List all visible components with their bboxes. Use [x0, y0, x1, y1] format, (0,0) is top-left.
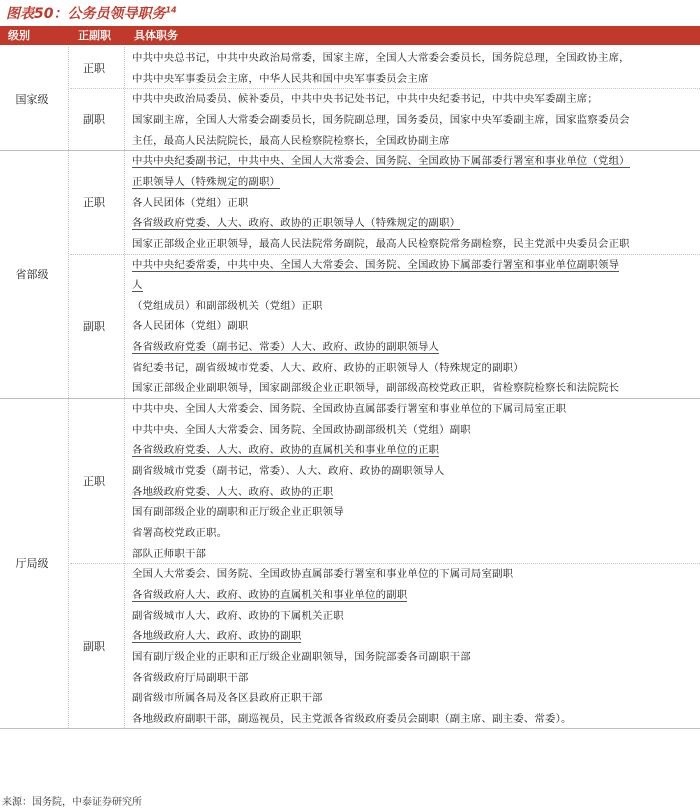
header-rank: 正副职: [78, 29, 111, 42]
position-text: 各地级政府党委、人大、政府、政协的正职: [132, 485, 334, 498]
header-level: 级别: [8, 29, 30, 42]
position-line: [132, 316, 698, 336]
position-line: [132, 172, 698, 192]
position-line: [132, 420, 698, 440]
rank-label: 副职: [83, 319, 105, 333]
level-label: 省部级: [15, 268, 49, 282]
position-line: [132, 110, 698, 130]
position-text: 国家正部级企业副职领导，国家副部级企业正职领导，副部级高校党政正职，省检察院检察长和法院院长: [132, 382, 620, 395]
position-line: [132, 440, 698, 460]
position-text: 各省级政府党委、人大、政府、政协的正职领导人（特殊规定的副职）: [132, 217, 461, 230]
column-divider: [68, 47, 69, 728]
position-line: [132, 234, 698, 254]
table-header: [0, 26, 700, 45]
position-line: [132, 69, 698, 89]
position-text: 中共中央纪委副书记，中共中央、全国人大常委会、国务院、全国政协下属部委行署室和事业单位（党组）: [132, 155, 630, 168]
position-text: 各省级政府党委（副书记、常委）人大、政府、政协的副职领导人: [132, 341, 440, 354]
position-text: 中共中央、全国人大常委会、国务院、全国政协副部级机关（党组）副职: [132, 423, 471, 436]
position-line: [132, 502, 698, 522]
rank-label: 副职: [83, 639, 105, 653]
position-line: [132, 275, 698, 295]
position-line: [132, 399, 698, 419]
position-text: 副省级城市人大、政府、政协的下属机关正职: [132, 609, 344, 622]
position-text: 中共中央总书记，中共中央政治局常委，国家主席，全国人大常委会委员长，国务院总理，全国政协主席，: [132, 52, 630, 64]
rank-label: 正职: [83, 195, 105, 209]
position-line: [132, 337, 698, 357]
position-text: 国家副主席，全国人大常委会副委员长，国务院副总理，国务委员，国家中央军委副主席，国家监察委员会: [132, 113, 630, 126]
position-text: 副省级城市党委（副书记，常委）、人大、政府、政协的副职领导人: [132, 465, 445, 477]
position-text: 国有副部级企业的副职和正厅级企业正职领导: [132, 506, 344, 519]
position-text: 中共中央军事委员会主席，中华人民共和国中央军事委员会主席: [132, 72, 429, 85]
position-text: 中共中央纪委常委，中共中央、全国人大常委会、国务院、全国政协下属部委行署室和事业单位副职领导: [132, 258, 620, 271]
position-text: 各省级政府党委、人大、政府、政协的直属机关和事业单位的正职: [132, 444, 440, 457]
rank-label: 正职: [83, 61, 105, 75]
position-line: [132, 193, 698, 213]
position-text: 国家正部级企业正职领导，最高人民法院常务副院，最高人民检察院常务副检察，民主党派中央委员会正职: [132, 237, 630, 250]
level-label: 厅局级: [15, 557, 49, 571]
figure-title-footnote: 14: [165, 5, 177, 15]
position-line: [132, 131, 698, 151]
source-footer: 来源：国务院，中泰证券研究所: [2, 797, 142, 808]
position-line: [132, 709, 698, 729]
position-text: 人: [132, 279, 143, 292]
position-text: 省纪委书记，副省级城市党委、人大、政府、政协的正职领导人（特殊规定的副职）: [132, 361, 524, 374]
position-line: [132, 48, 698, 68]
position-line: [132, 89, 698, 109]
position-line: [132, 523, 698, 543]
position-line: [132, 626, 698, 646]
position-text: 副省级市所属各局及各区县政府正职干部: [132, 692, 323, 705]
position-line: [132, 585, 698, 605]
position-text: 各人民团体（党组）副职: [132, 320, 249, 333]
position-text: 各地级政府副职干部，副巡视员，民主党派各省级政府委员会副职（副主席、副主委、常委）。: [132, 712, 572, 725]
position-line: [132, 378, 698, 398]
rank-label: 副职: [83, 113, 105, 127]
position-line: [132, 358, 698, 378]
position-line: [132, 647, 698, 667]
position-text: 各地级政府人大、政府、政协的副职: [132, 630, 302, 643]
position-line: [132, 688, 698, 708]
header-positions: 具体职务: [134, 29, 178, 42]
position-line: [132, 255, 698, 275]
position-text: 主任，最高人民法院院长，最高人民检察院检察长，全国政协副主席: [132, 134, 450, 147]
figure-title: [6, 3, 177, 25]
position-text: 全国人大常委会、国务院、全国政协直属部委行署室和事业单位的下属司局室副职: [132, 568, 514, 581]
position-line: [132, 544, 698, 564]
position-text: （党组成员）和副部级机关（党组）正职: [132, 299, 323, 312]
position-line: [132, 461, 698, 481]
level-divider: [0, 728, 700, 729]
level-label: 国家级: [15, 92, 49, 106]
position-text: 中共中央、全国人大常委会、国务院、全国政协直属部委行署室和事业单位的下属司局室正职: [132, 403, 567, 416]
position-text: 正职领导人（特殊规定的副职）: [132, 175, 281, 188]
position-line: [132, 296, 698, 316]
position-line: [132, 151, 698, 171]
position-line: [132, 606, 698, 626]
position-text: 中共中央政治局委员、候补委员，中共中央书记处书记，中共中央纪委书记，中共中央军委副主席；: [132, 93, 598, 106]
position-text: 各省级政府厅局副职干部: [132, 671, 249, 684]
figure-title-text: 图表50：公务员领导职务: [6, 6, 166, 22]
position-text: 省署高校党政正职。: [132, 526, 228, 539]
rank-label: 正职: [83, 474, 105, 488]
position-text: 各省级政府人大、政府、政协的直属机关和事业单位的副职: [132, 588, 408, 601]
position-line: [132, 213, 698, 233]
position-text: 国有副厅级企业的正职和正厅级企业副职领导，国务院部委各司副职干部: [132, 650, 471, 663]
position-text: 各人民团体（党组）正职: [132, 196, 249, 209]
column-divider: [124, 47, 125, 728]
position-line: [132, 564, 698, 584]
position-line: [132, 482, 698, 502]
position-text: 部队正师职干部: [132, 547, 207, 560]
position-line: [132, 668, 698, 688]
